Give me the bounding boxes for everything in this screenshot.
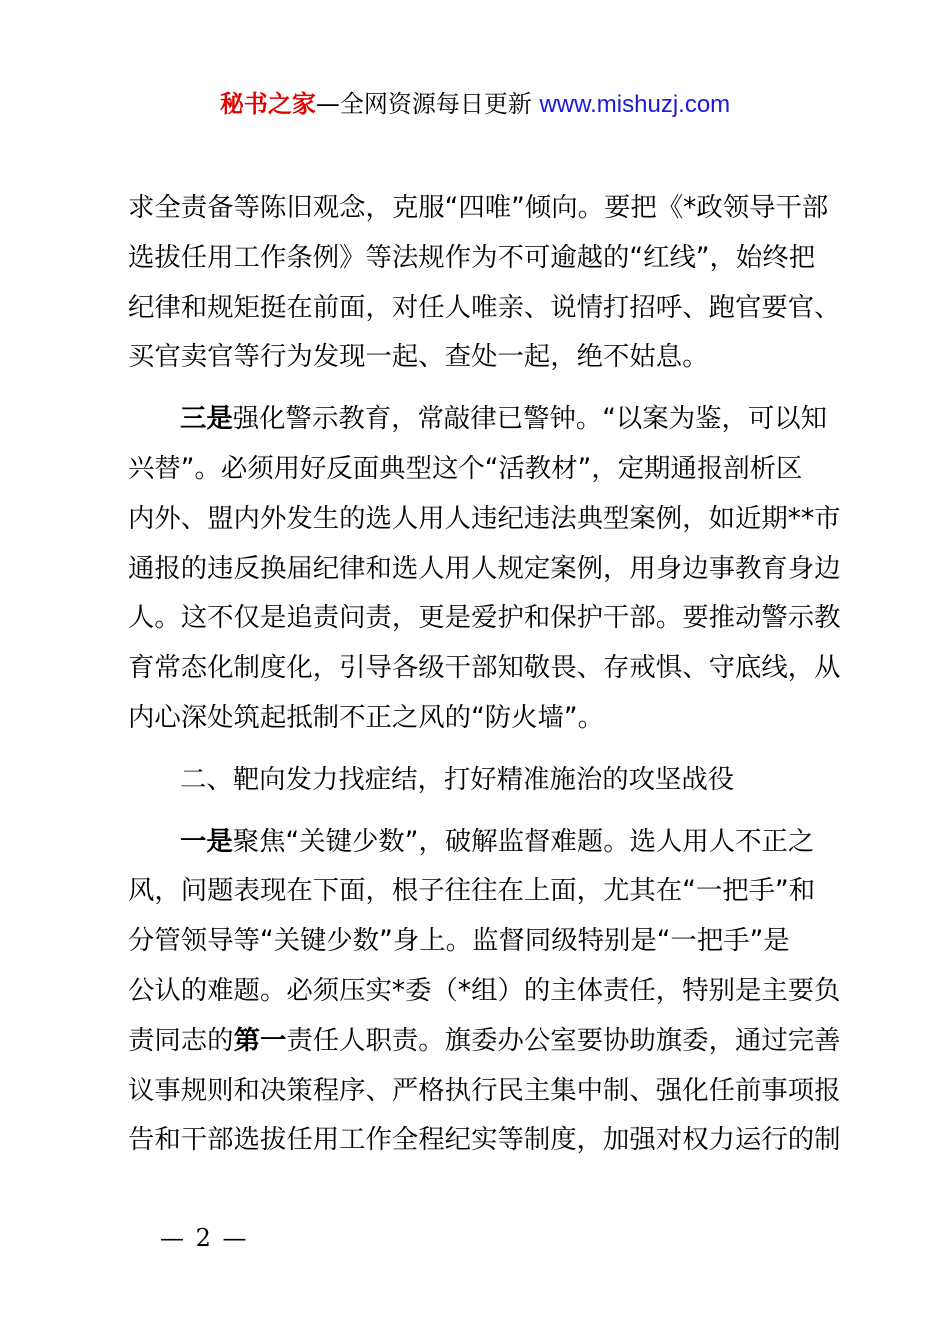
text-line: 议事规则和决策程序、严格执行民主集中制、强化任前事项报 (128, 1074, 841, 1106)
paragraph-3 (128, 817, 841, 1166)
site-url-link[interactable]: www.mishuzj.com (539, 91, 731, 118)
text-line (128, 1016, 841, 1066)
paragraph-1 (128, 183, 841, 382)
header-tagline: —全网资源每日更新 (315, 90, 540, 118)
paragraph-lead: 三是 (180, 403, 233, 435)
text-line: 买官卖官等行为发现一起、查处一起，绝不姑息。 (128, 341, 709, 373)
text-line: 求全责备等陈旧观念，克服“四唯”倾向。要把《*政领导干部 (128, 192, 829, 223)
text-line (128, 394, 834, 444)
text-line: 选拔任用工作条例》等法规作为不可逾越的“红线”，始终把 (128, 241, 816, 273)
text-line: 内心深处筑起抵制不正之风的“防火墙”。 (128, 701, 604, 733)
section-heading (128, 755, 834, 805)
bold-run: 第一 (233, 1024, 287, 1056)
text-run: 聚焦“关键少数”，破解监督难题。选人用人不正之 (232, 825, 815, 857)
text-run: 责任人职责。旗委办公室要协助旗委，通过完善 (286, 1024, 841, 1056)
text-line: 育常态化制度化，引导各级干部知敬畏、存戒惧、守底线，从 (128, 652, 841, 684)
text-line: 告和干部选拔任用工作全程纪实等制度，加强对权力运行的制 (128, 1124, 841, 1156)
text-run: 责同志的 (128, 1024, 234, 1056)
text-line: 兴替”。必须用好反面典型这个“活教材”，定期通报剖析区 (128, 452, 803, 484)
heading-text: 二、靶向发力找症结，打好精准施治的攻坚战役 (180, 763, 735, 795)
text-line: 风，问题表现在下面，根子往往在上面，尤其在“一把手”和 (128, 875, 816, 907)
text-line: 公认的难题。必须压实*委（*组）的主体责任，特别是主要负 (128, 974, 841, 1006)
document-body (128, 183, 841, 1165)
paragraph-lead: 一是 (180, 825, 233, 857)
text-line: 通报的违反换届纪律和选人用人规定案例，用身边事教育身边 (128, 552, 841, 584)
text-line: 分管领导等“关键少数”身上。监督同级特别是“一把手”是 (128, 925, 790, 957)
brand-name: 秘书之家 (219, 90, 316, 118)
text-line: 内外、盟内外发生的选人用人违纪违法典型案例，如近期**市 (128, 502, 841, 534)
text-line (128, 817, 834, 867)
text-line: 纪律和规矩挺在前面，对任人唯亲、说情打招呼、跑官要官、 (128, 291, 841, 323)
site-header (0, 86, 950, 123)
text-line: 人。这不仅是追责问责，更是爱护和保护干部。要推动警示教 (128, 602, 841, 634)
paragraph-2 (128, 394, 841, 743)
page-number: — 2 — (160, 1224, 249, 1252)
text-run: 强化警示教育，常敲律已警钟。“以案为鉴，可以知 (232, 403, 828, 435)
